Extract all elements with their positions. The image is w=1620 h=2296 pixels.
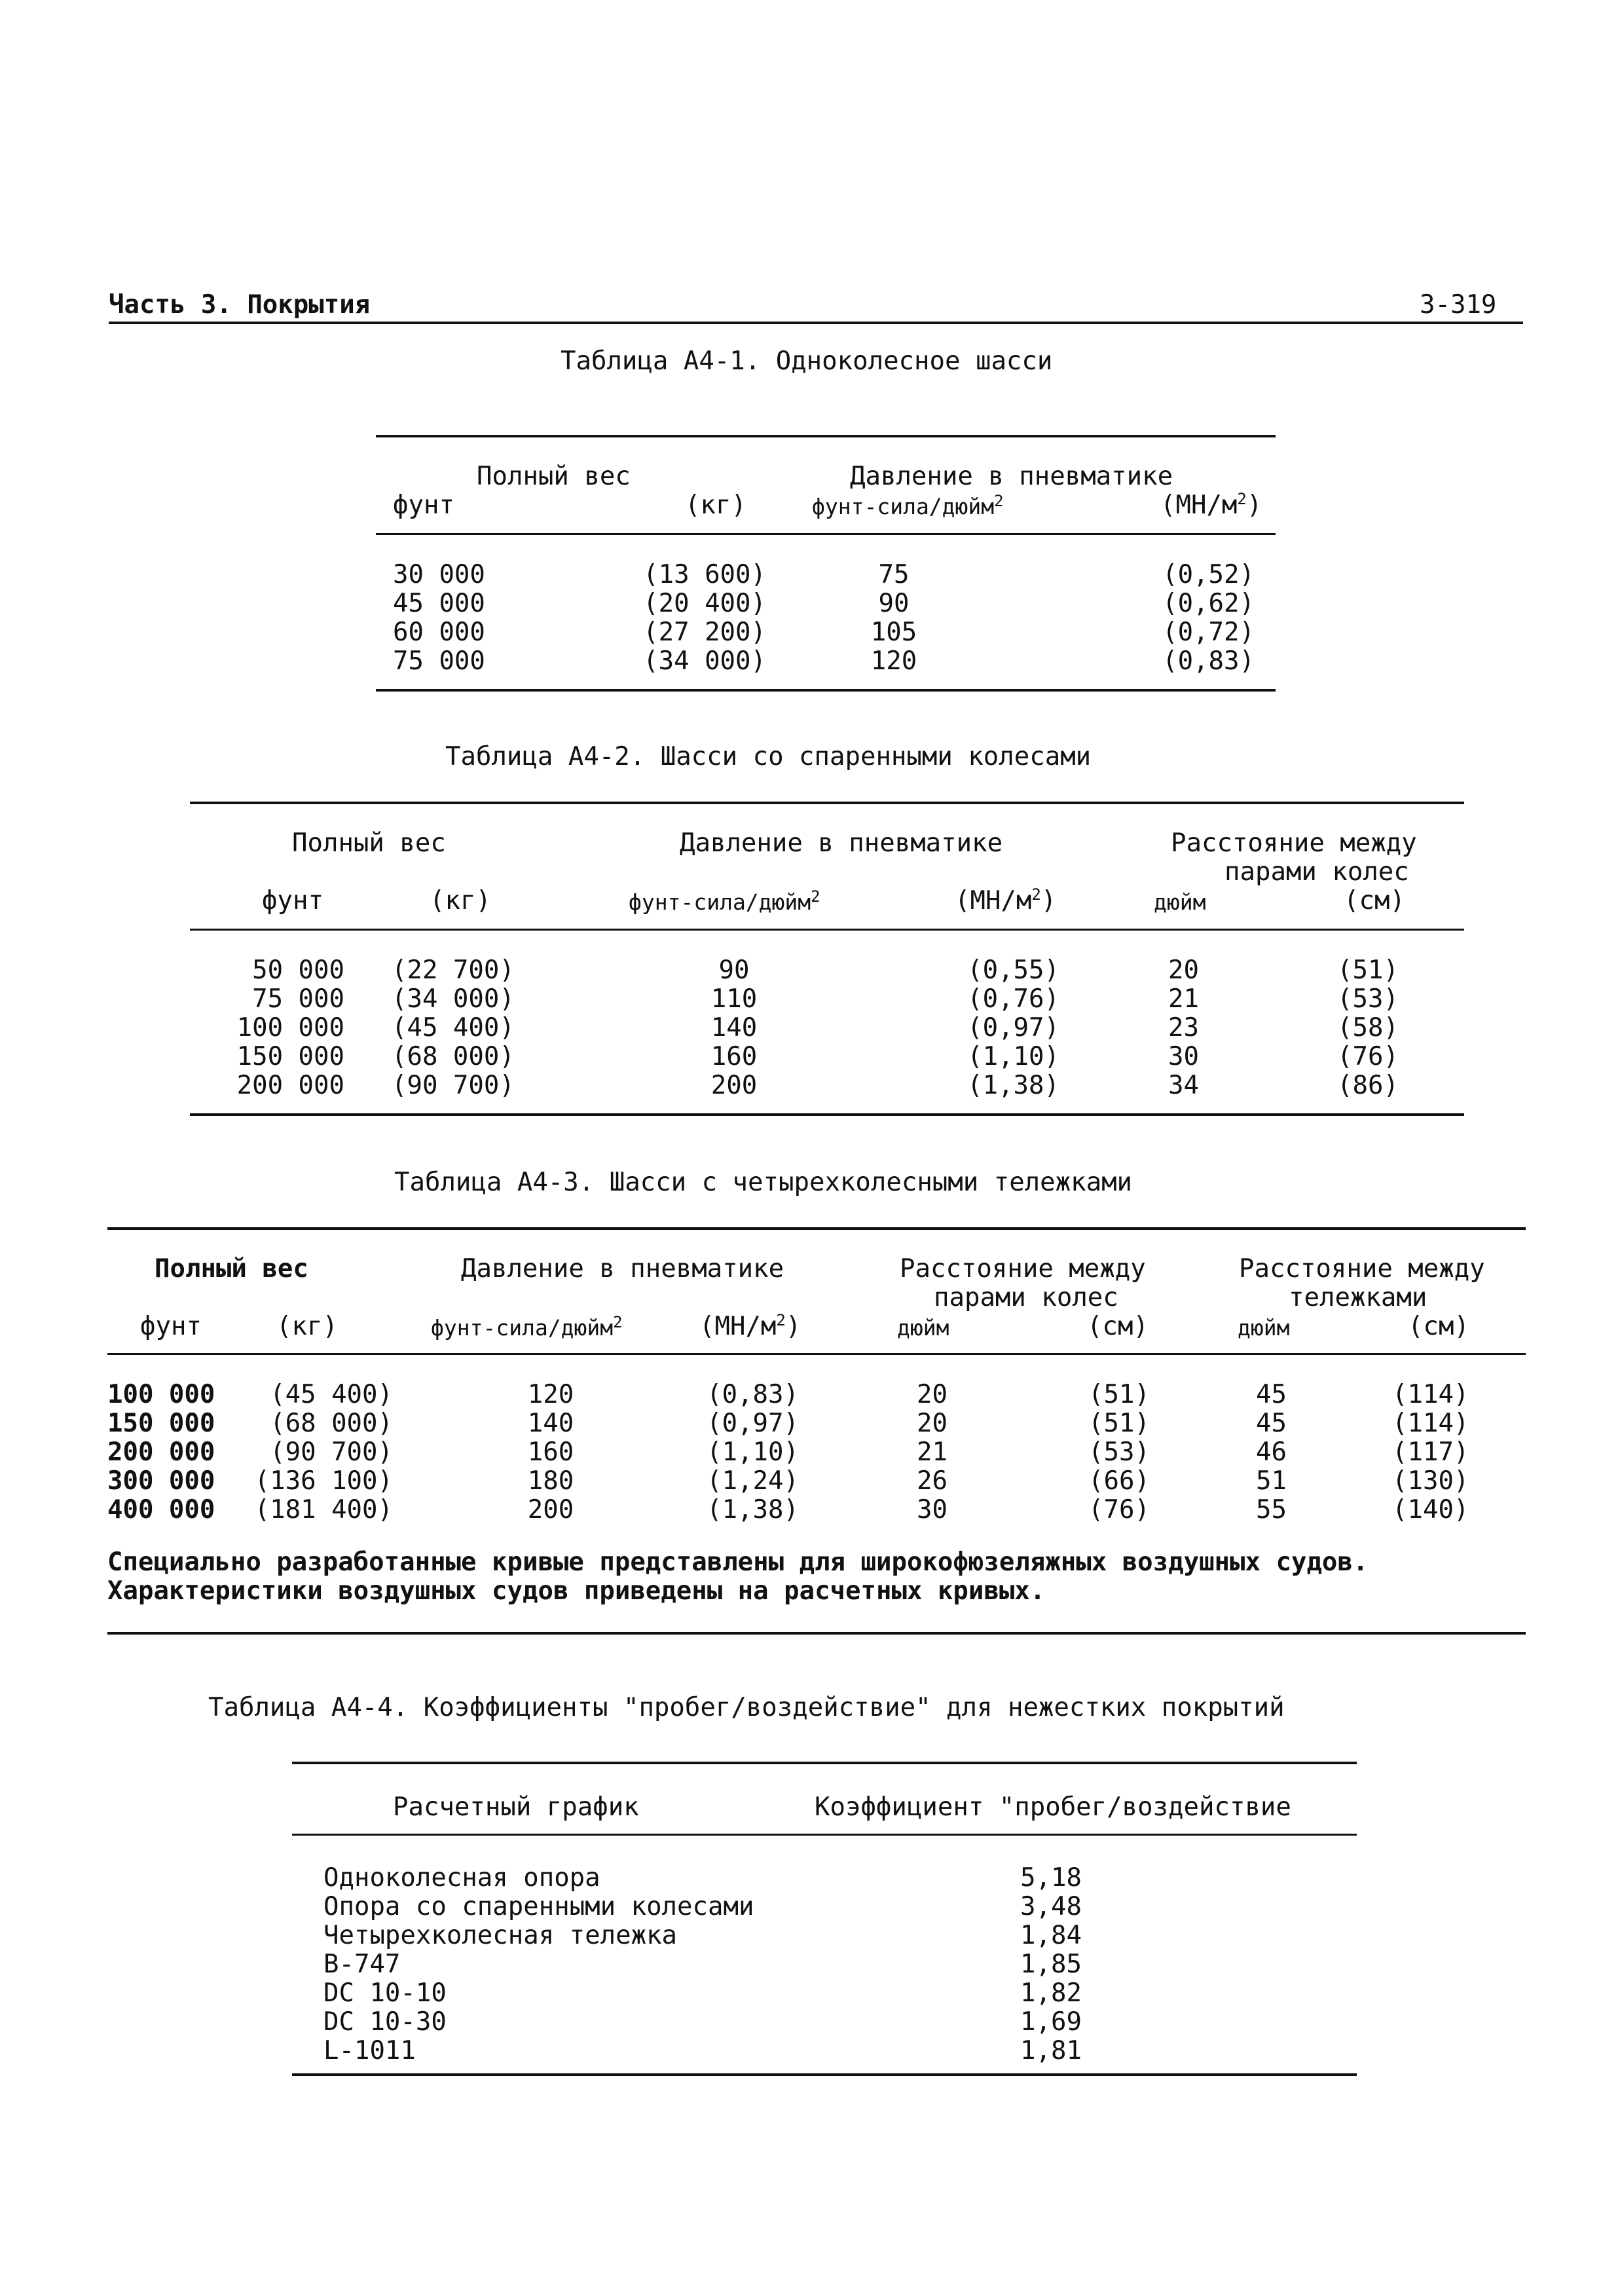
table2-cell-mn: (0,76) — [967, 984, 1059, 1014]
table3-cell-mn: (1,10) — [707, 1437, 799, 1467]
table3-cell-kg: (136 100) — [254, 1466, 393, 1496]
table3-cell-lb: 150 000 — [107, 1409, 215, 1438]
table1-cell-mn: (0,83) — [1162, 646, 1255, 676]
table3-h-tdist1: Расстояние между — [1239, 1254, 1485, 1284]
table4-h-coef: Коэффициент "пробег/воздействие — [815, 1792, 1291, 1822]
table3-h-psi: фунт-сила/дюйм$^2$ — [431, 1313, 623, 1341]
table4-h-graph: Расчетный график — [393, 1792, 639, 1822]
table2-top-rule — [190, 802, 1464, 804]
table3-top-rule — [107, 1227, 1526, 1230]
table3-h-in2: дюйм — [1238, 1315, 1290, 1341]
table2-cell-psi: 140 — [710, 1013, 758, 1043]
table2-cell-lb: 75 000 — [252, 984, 344, 1014]
table4-cell-name: DC 10-30 — [323, 2007, 447, 2037]
table3-h-in: дюйм — [897, 1315, 949, 1341]
table2-h-cm: (см) — [1344, 886, 1405, 916]
table3-cell-in2: 45 — [1256, 1380, 1287, 1409]
table2-h-pressure: Давление в пневматике — [680, 828, 1003, 858]
table3-h-pressure: Давление в пневматике — [461, 1254, 784, 1284]
table2-cell-mn: (1,38) — [967, 1071, 1059, 1100]
table2-cell-cm: (53) — [1337, 984, 1399, 1014]
table4-cell-name: Опора со спаренными колесами — [323, 1892, 754, 1921]
page-number: 3-319 — [1420, 290, 1497, 320]
table2-cell-in: 23 — [1168, 1013, 1199, 1043]
table3-cell-cm2: (114) — [1392, 1380, 1469, 1409]
table3-h-dist2: парами колес — [934, 1283, 1118, 1312]
table3-cell-psi: 160 — [527, 1437, 574, 1467]
table3-cell-in2: 51 — [1256, 1466, 1287, 1496]
table3-cell-lb: 300 000 — [107, 1466, 215, 1496]
table2-cell-psi: 160 — [710, 1042, 758, 1071]
table2-bottom-rule — [190, 1113, 1464, 1116]
table3-h-cm2: (см) — [1408, 1312, 1469, 1341]
table3-h-lb: фунт — [140, 1312, 202, 1341]
table1-cell-mn: (0,72) — [1162, 618, 1255, 647]
table3-cell-cm2: (140) — [1392, 1495, 1469, 1525]
table4-cell-name: DC 10-10 — [323, 1978, 447, 2008]
table2-cell-kg: (45 400) — [392, 1013, 515, 1043]
table2-cell-lb: 150 000 — [236, 1042, 344, 1071]
table1-cell-lb: 45 000 — [393, 589, 485, 618]
table2-h-dist2: парами колес — [1224, 857, 1409, 887]
table3-cell-lb: 200 000 — [107, 1437, 215, 1467]
table4-cell-coef: 5,18 — [1020, 1863, 1082, 1893]
table3-mid-rule — [107, 1353, 1526, 1355]
table2-cell-in: 30 — [1168, 1042, 1199, 1071]
table1-h-psi: фунт-сила/дюйм$^2$ — [812, 492, 1004, 519]
table2-cell-mn: (1,10) — [967, 1042, 1059, 1071]
table1-h-weight: Полный вес — [477, 462, 631, 491]
table2-h-psi: фунт-сила/дюйм$^2$ — [629, 887, 820, 915]
table2-cell-psi: 90 — [718, 955, 750, 985]
table3-cell-in2: 46 — [1256, 1437, 1287, 1467]
table4-cell-name: Четырехколесная тележка — [323, 1921, 678, 1950]
table3-cell-lb: 100 000 — [107, 1380, 215, 1409]
table3-cell-kg: (90 700) — [270, 1437, 393, 1467]
table3-cell-cm2: (130) — [1392, 1466, 1469, 1496]
table1-top-rule — [376, 435, 1276, 437]
table2-cell-lb: 200 000 — [236, 1071, 344, 1100]
table3-cell-mn: (0,97) — [707, 1409, 799, 1438]
table1-mid-rule — [376, 533, 1276, 535]
table3-cell-kg: (68 000) — [270, 1409, 393, 1438]
table3-h-weight: Полный вес — [155, 1254, 308, 1284]
table3-h-dist1: Расстояние между — [900, 1254, 1146, 1284]
table3-title: Таблица А4-3. Шасси с четырехколесными тележками — [394, 1168, 1133, 1197]
table3-cell-in: 30 — [917, 1495, 948, 1525]
table3-cell-psi: 140 — [527, 1409, 574, 1438]
table2-cell-cm: (86) — [1337, 1071, 1399, 1100]
table3-cell-mn: (1,38) — [707, 1495, 799, 1525]
table3-cell-mn: (0,83) — [707, 1380, 799, 1409]
table2-cell-kg: (22 700) — [392, 955, 515, 985]
table4-cell-name: L-1011 — [323, 2036, 416, 2065]
table2-cell-cm: (58) — [1337, 1013, 1399, 1043]
table2-cell-cm: (76) — [1337, 1042, 1399, 1071]
table4-top-rule — [292, 1762, 1357, 1764]
section-title: Часть 3. Покрытия — [109, 290, 371, 320]
table3-cell-cm: (53) — [1088, 1437, 1150, 1467]
table3-bottom-rule — [107, 1632, 1526, 1635]
table3-cell-in2: 55 — [1256, 1495, 1287, 1525]
table1-title: Таблица А4-1. Одноколесное шасси — [561, 346, 1053, 376]
table2-cell-in: 21 — [1168, 984, 1199, 1014]
table1-cell-mn: (0,52) — [1162, 560, 1255, 589]
table4-mid-rule — [292, 1834, 1357, 1836]
table4-title: Таблица А4-4. Коэффициенты "пробег/воздействие" для нежестких покрытий — [208, 1693, 1285, 1722]
table4-cell-name: B-747 — [323, 1950, 401, 1979]
table2-cell-in: 34 — [1168, 1071, 1199, 1100]
table4-cell-coef: 1,69 — [1020, 2007, 1082, 2037]
table3-cell-cm2: (117) — [1392, 1437, 1469, 1467]
table2-cell-psi: 110 — [710, 984, 758, 1014]
header-rule — [109, 322, 1523, 324]
table2-cell-cm: (51) — [1337, 955, 1399, 985]
table1-bottom-rule — [376, 689, 1276, 692]
table2-cell-psi: 200 — [710, 1071, 758, 1100]
table1-h-kg: (кг) — [685, 491, 746, 520]
table3-note-2: Характеристики воздушных судов приведены на расчетных кривых. — [107, 1576, 1046, 1606]
table2-cell-kg: (68 000) — [392, 1042, 515, 1071]
table1-cell-kg: (34 000) — [643, 646, 766, 676]
table4-cell-coef: 1,84 — [1020, 1921, 1082, 1950]
table2-h-in: дюйм — [1154, 889, 1206, 915]
table3-cell-in: 26 — [917, 1466, 948, 1496]
table2-mid-rule — [190, 929, 1464, 931]
table3-cell-lb: 400 000 — [107, 1495, 215, 1525]
table1-cell-kg: (27 200) — [643, 618, 766, 647]
table3-h-kg: (кг) — [276, 1312, 338, 1341]
table2-cell-in: 20 — [1168, 955, 1199, 985]
table3-h-mn: $(МН/м^2)$ — [699, 1311, 801, 1341]
table3-cell-in: 20 — [917, 1409, 948, 1438]
table2-cell-lb: 100 000 — [236, 1013, 344, 1043]
table2-h-mn: $(МН/м^2)$ — [955, 885, 1057, 916]
table1-cell-psi: 120 — [870, 646, 917, 676]
table2-cell-mn: (0,97) — [967, 1013, 1059, 1043]
table3-cell-cm: (66) — [1088, 1466, 1150, 1496]
table3-cell-in2: 45 — [1256, 1409, 1287, 1438]
table2-cell-mn: (0,55) — [967, 955, 1059, 985]
table2-h-weight: Полный вес — [292, 828, 446, 858]
table2-h-dist1: Расстояние между — [1171, 828, 1417, 858]
table3-cell-cm: (51) — [1088, 1380, 1150, 1409]
table1-cell-psi: 90 — [878, 589, 910, 618]
table3-cell-kg: (45 400) — [270, 1380, 393, 1409]
table1-cell-mn: (0,62) — [1162, 589, 1255, 618]
table3-cell-cm: (51) — [1088, 1409, 1150, 1438]
table2-cell-kg: (90 700) — [392, 1071, 515, 1100]
table3-cell-kg: (181 400) — [254, 1495, 393, 1525]
table4-cell-coef: 1,81 — [1020, 2036, 1082, 2065]
table3-note-1: Специально разработанные кривые представлены для широкофюзеляжных воздушных судов. — [107, 1547, 1369, 1577]
table2-h-lb: фунт — [262, 886, 323, 916]
table4-bottom-rule — [292, 2073, 1357, 2076]
table2-title: Таблица А4-2. Шасси со спаренными колесами — [445, 742, 1092, 771]
table1-cell-kg: (13 600) — [643, 560, 766, 589]
table3-h-cm: (см) — [1087, 1312, 1149, 1341]
table1-cell-lb: 60 000 — [393, 618, 485, 647]
table3-cell-psi: 200 — [527, 1495, 574, 1525]
table1-h-pressure: Давление в пневматике — [850, 462, 1173, 491]
table1-cell-psi: 105 — [870, 618, 917, 647]
table4-cell-coef: 1,82 — [1020, 1978, 1082, 2008]
table2-cell-kg: (34 000) — [392, 984, 515, 1014]
table3-cell-in: 20 — [917, 1380, 948, 1409]
table1-cell-psi: 75 — [878, 560, 910, 589]
table3-h-tdist2: тележками — [1289, 1283, 1427, 1312]
table3-cell-cm: (76) — [1088, 1495, 1150, 1525]
table1-cell-lb: 30 000 — [393, 560, 485, 589]
table4-cell-coef: 1,85 — [1020, 1950, 1082, 1979]
table4-cell-name: Одноколесная опора — [323, 1863, 600, 1893]
table1-h-lb: фунт — [393, 491, 454, 520]
table2-cell-lb: 50 000 — [252, 955, 344, 985]
table3-cell-mn: (1,24) — [707, 1466, 799, 1496]
table3-cell-cm2: (114) — [1392, 1409, 1469, 1438]
table3-cell-in: 21 — [917, 1437, 948, 1467]
table3-cell-psi: 180 — [527, 1466, 574, 1496]
table2-h-kg: (кг) — [430, 886, 491, 916]
table3-cell-psi: 120 — [527, 1380, 574, 1409]
table4-cell-coef: 3,48 — [1020, 1892, 1082, 1921]
table1-h-mn: $(МН/м^2)$ — [1160, 490, 1262, 520]
table1-cell-lb: 75 000 — [393, 646, 485, 676]
table1-cell-kg: (20 400) — [643, 589, 766, 618]
